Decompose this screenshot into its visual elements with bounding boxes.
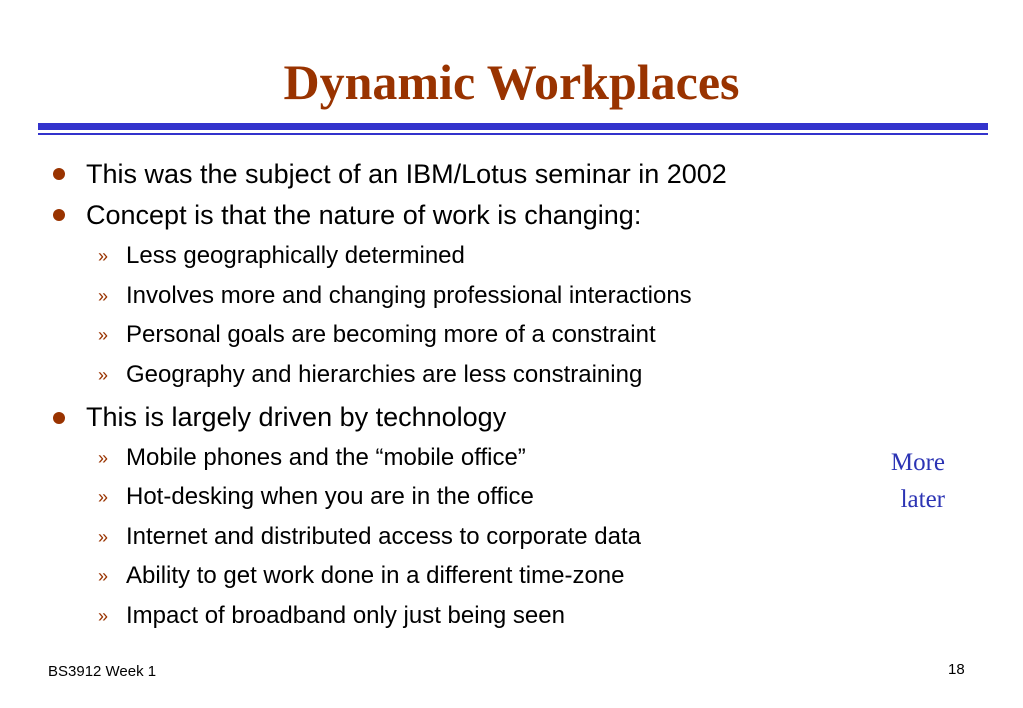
- sub-bullet-2-1: Less geographically determined: [126, 242, 465, 269]
- slide-title: Dynamic Workplaces: [283, 54, 740, 110]
- bullet-dot-icon: [53, 412, 65, 424]
- sub-bullet-icon: »: [98, 566, 109, 586]
- sub-bullet-icon: »: [98, 365, 109, 385]
- bullet-2: Concept is that the nature of work is changing:: [86, 200, 642, 230]
- title-underline-thin: [38, 133, 988, 135]
- side-note-line-2: later: [900, 486, 945, 513]
- sub-bullet-icon: »: [98, 325, 109, 345]
- title-underline-thick: [38, 123, 988, 130]
- sub-bullet-icon: »: [98, 487, 109, 507]
- sub-bullet-2-4: Geography and hierarchies are less constraining: [126, 361, 643, 388]
- page-number: 18: [948, 661, 965, 678]
- side-note-line-1: More: [890, 449, 945, 476]
- sub-bullet-icon: »: [98, 246, 109, 266]
- bullet-3: This is largely driven by technology: [86, 402, 507, 432]
- sub-bullet-icon: »: [98, 606, 109, 626]
- sub-bullet-3-3: Internet and distributed access to corporate data: [126, 523, 641, 550]
- sub-bullet-2-3: Personal goals are becoming more of a constraint: [126, 321, 656, 348]
- sub-bullet-icon: »: [98, 527, 109, 547]
- bullet-1: This was the subject of an IBM/Lotus seminar in 2002: [86, 159, 727, 189]
- bullet-dot-icon: [53, 168, 65, 180]
- sub-bullet-3-2: Hot-desking when you are in the office: [126, 483, 534, 510]
- sub-bullet-2-2: Involves more and changing professional interactions: [126, 282, 692, 309]
- sub-bullet-3-5: Impact of broadband only just being seen: [126, 602, 565, 629]
- sub-bullet-icon: »: [98, 286, 109, 306]
- bullet-dot-icon: [53, 209, 65, 221]
- sub-bullet-3-4: Ability to get work done in a different time-zone: [126, 562, 625, 589]
- sub-bullet-icon: »: [98, 448, 109, 468]
- footer-text: BS3912 Week 1: [48, 663, 157, 680]
- sub-bullet-3-1: Mobile phones and the “mobile office”: [126, 444, 526, 471]
